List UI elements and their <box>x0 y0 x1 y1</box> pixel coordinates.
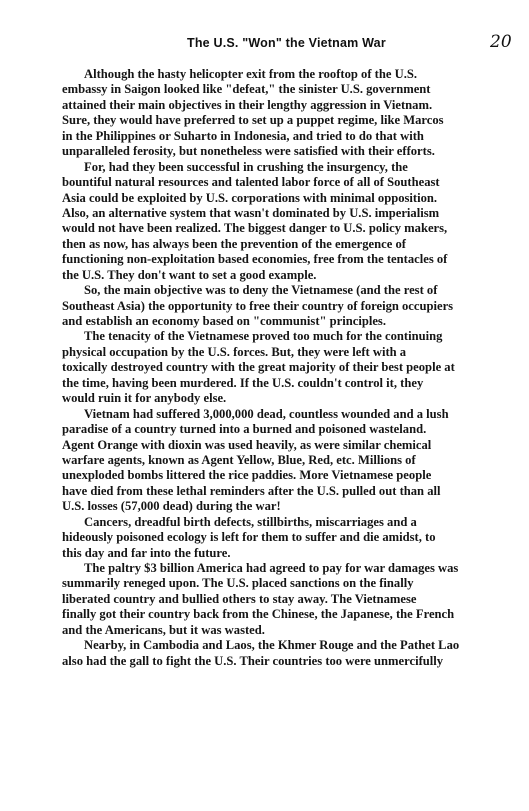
body-text <box>62 67 522 669</box>
text-line: toxically destroyed country with the great majority of their best people at <box>62 360 455 375</box>
text-line: attained their main objectives in their lengthy aggression in Vietnam. <box>62 97 433 112</box>
text-line: Vietnam had suffered 3,000,000 dead, countless wounded and a lush <box>84 406 449 421</box>
text-line: summarily reneged upon. The U.S. placed sanctions on the finally <box>62 576 414 591</box>
text-line: paradise of a country turned into a burned and poisoned wasteland. <box>62 422 427 437</box>
text-line: Also, an alternative system that wasn't dominated by U.S. imperialism <box>62 205 440 220</box>
text-line: and establish an economy based on "communist" principles. <box>62 314 386 328</box>
text-line: Nearby, in Cambodia and Laos, the Khmer Rouge and the Pathet Lao <box>84 638 460 653</box>
text-line: in the Philippines or Suharto in Indonesia, and tried to do that with <box>62 128 424 143</box>
text-line: would ruin it for anybody else. <box>62 391 227 406</box>
text-line: warfare agents, known as Agent Yellow, Blue, Red, etc. Millions of <box>62 452 416 467</box>
text-line: U.S. losses (57,000 dead) during the war! <box>62 499 281 514</box>
text-line: The tenacity of the Vietnamese proved too much for the continuing <box>84 329 443 344</box>
text-line: would not have been realized. The biggest danger to U.S. policy makers, <box>62 221 448 236</box>
text-line: unexploded bombs littered the rice paddies. More Vietnamese people <box>62 468 432 483</box>
text-line: The paltry $3 billion America had agreed to pay for war damages was <box>84 561 459 575</box>
text-line: functioning non-exploitation based economies, free from the tentacles of <box>62 252 448 267</box>
text-line: have died from these lethal reminders after the U.S. pulled out than all <box>62 483 441 498</box>
text-line: Southeast Asia) the opportunity to free their country of foreign occupiers <box>62 298 454 313</box>
text-line: Cancers, dreadful birth defects, stillbirths, miscarriages and a <box>84 514 417 529</box>
text-line: embassy in Saigon looked like "defeat," the sinister U.S. government <box>62 82 431 97</box>
text-line: So, the main objective was to deny the Vietnamese (and the rest of <box>84 283 438 298</box>
text-line: Agent Orange with dioxin was used heavily, as were similar chemical <box>62 437 432 452</box>
text-line: this day and far into the future. <box>62 545 231 560</box>
text-line: Although the hasty helicopter exit from the rooftop of the U.S. <box>84 67 418 81</box>
text-line: Sure, they would have preferred to set up a puppet regime, like Marcos <box>62 113 444 128</box>
running-title: The U.S. "Won" the Vietnam War <box>187 36 386 50</box>
text-line: also had the gall to fight the U.S. Their countries too were unmercifully <box>62 653 444 668</box>
text-line: finally got their country back from the Chinese, the Japanese, the French <box>62 607 455 622</box>
text-line: the U.S. They don't want to set a good example. <box>62 267 317 282</box>
text-line: For, had they been successful in crushing the insurgency, the <box>84 159 408 174</box>
text-line: bountiful natural resources and talented labor force of all of Southeast <box>62 175 440 190</box>
text-line: then as now, has always been the prevention of the emergence of <box>62 236 406 251</box>
text-line: liberated country and bullied others to stay away. The Vietnamese <box>62 591 417 606</box>
text-line: the time, having been murdered. If the U.S. couldn't control it, they <box>62 375 424 390</box>
page-header <box>0 32 529 56</box>
page-number: 20 <box>490 32 512 52</box>
text-line: hideously poisoned ecology is left for them to suffer and die amidst, to <box>62 530 436 545</box>
text-line: physical occupation by the U.S. forces. But, they were left with a <box>62 344 407 359</box>
text-line: Asia could be exploited by U.S. corporations with minimal opposition. <box>62 190 438 205</box>
text-line: and the Americans, but it was wasted. <box>62 622 265 637</box>
text-line: unparalleled ferosity, but nonetheless were satisfied with their efforts. <box>62 144 435 159</box>
